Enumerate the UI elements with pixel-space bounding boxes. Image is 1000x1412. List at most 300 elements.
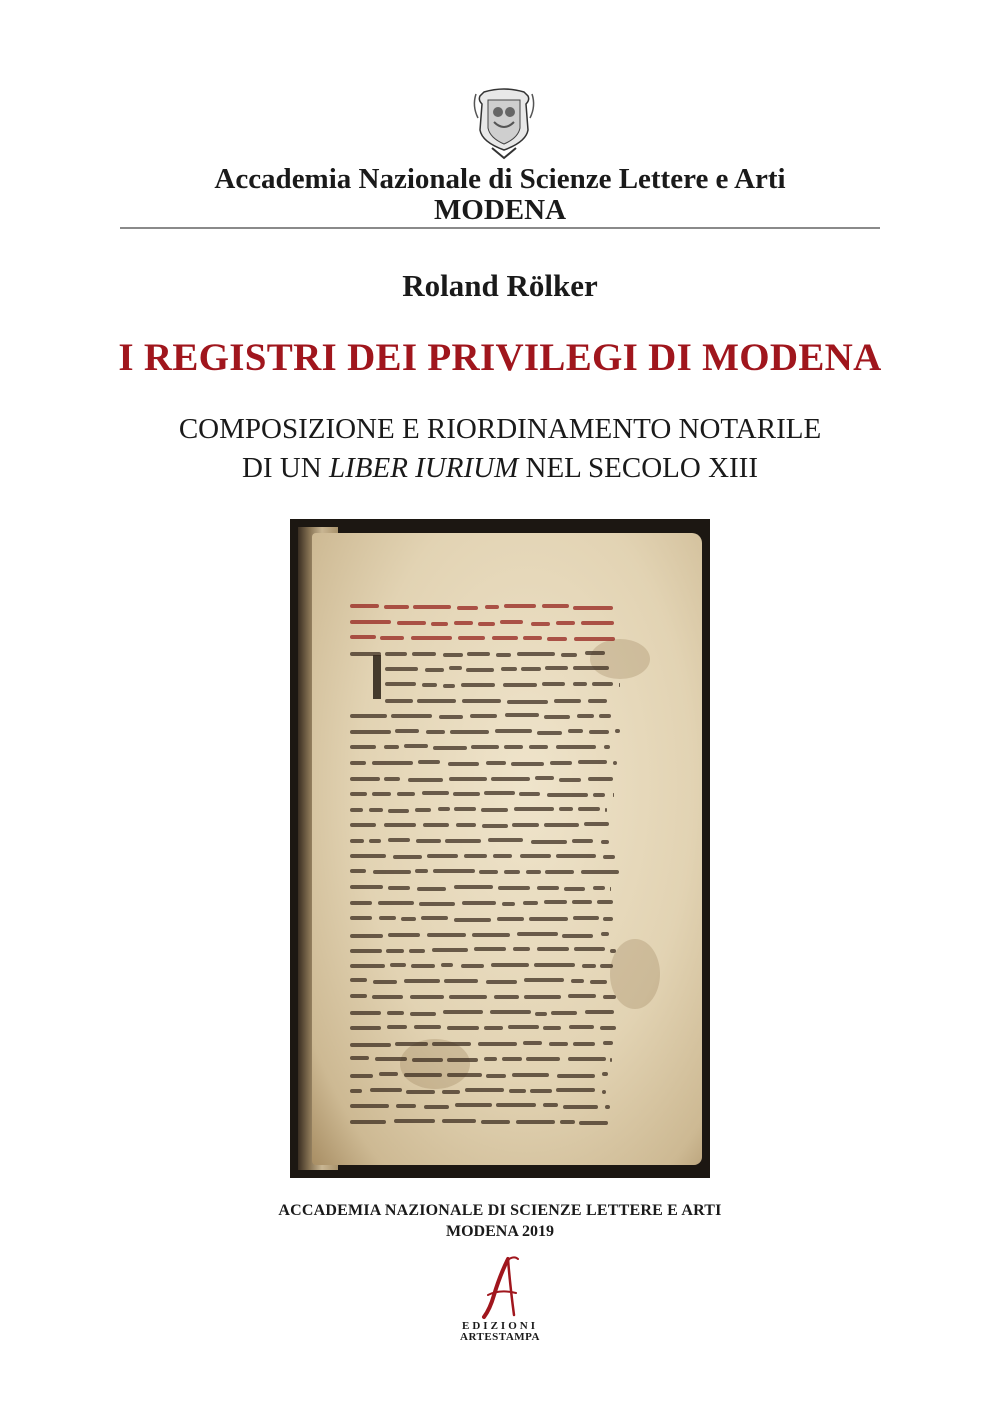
manuscript-word: [350, 839, 364, 843]
manuscript-word: [526, 1057, 560, 1061]
manuscript-word: [535, 1012, 547, 1016]
manuscript-word: [530, 1089, 552, 1093]
manuscript-word: [524, 978, 564, 982]
manuscript-word: [574, 637, 615, 641]
manuscript-word: [414, 1025, 441, 1029]
manuscript-word: [350, 1074, 373, 1078]
manuscript-word: [369, 839, 381, 843]
manuscript-word: [523, 636, 542, 640]
manuscript-word: [537, 886, 559, 890]
manuscript-word: [498, 886, 530, 890]
manuscript-word: [443, 1010, 483, 1014]
manuscript-word: [417, 699, 456, 703]
manuscript-word: [500, 620, 523, 624]
manuscript-word: [350, 730, 391, 734]
manuscript-word: [491, 963, 529, 967]
manuscript-word: [466, 668, 494, 672]
manuscript-word: [442, 1090, 460, 1094]
manuscript-word: [350, 635, 376, 639]
manuscript-word: [550, 761, 572, 765]
manuscript-word: [572, 839, 593, 843]
manuscript-word: [585, 651, 605, 655]
manuscript-word: [350, 620, 391, 624]
manuscript-word: [426, 730, 445, 734]
manuscript-word: [447, 1026, 479, 1030]
publisher-name: ARTESTAMPA: [460, 1331, 540, 1343]
manuscript-word: [513, 947, 530, 951]
manuscript-word: [409, 949, 425, 953]
manuscript-word: [584, 822, 609, 826]
manuscript-word: [472, 933, 510, 937]
manuscript-word: [422, 683, 437, 687]
manuscript-word: [494, 995, 519, 999]
manuscript-initial: [373, 655, 381, 699]
manuscript-image: [290, 519, 710, 1178]
manuscript-word: [458, 636, 485, 640]
manuscript-word: [410, 995, 444, 999]
manuscript-stain: [610, 939, 660, 1009]
manuscript-word: [388, 809, 409, 813]
publisher-label: EDIZIONI: [462, 1320, 538, 1332]
manuscript-word: [370, 1088, 402, 1092]
manuscript-word: [496, 1103, 536, 1107]
manuscript-word: [422, 791, 449, 795]
manuscript-word: [350, 1011, 381, 1015]
manuscript-word: [447, 1058, 478, 1062]
manuscript-word: [610, 949, 616, 953]
manuscript-word: [537, 947, 569, 951]
manuscript-word: [369, 808, 383, 812]
manuscript-word: [504, 604, 536, 608]
book-title: I REGISTRI DEI PRIVILEGI DI MODENA: [118, 336, 882, 379]
manuscript-word: [504, 870, 520, 874]
manuscript-word: [529, 917, 568, 921]
manuscript-word: [562, 934, 593, 938]
manuscript-word: [493, 854, 512, 858]
manuscript-word: [578, 807, 600, 811]
manuscript-word: [350, 604, 379, 608]
manuscript-word: [445, 839, 481, 843]
manuscript-word: [431, 622, 448, 626]
manuscript-word: [372, 995, 403, 999]
manuscript-word: [401, 917, 416, 921]
manuscript-word: [544, 715, 570, 719]
manuscript-word: [516, 1120, 555, 1124]
manuscript-word: [569, 1025, 594, 1029]
manuscript-word: [589, 730, 609, 734]
manuscript-word: [387, 1025, 407, 1029]
manuscript-word: [384, 777, 400, 781]
academy-seal-logo: [470, 86, 538, 160]
artestampa-logo-icon: [470, 1255, 530, 1325]
manuscript-word: [484, 1026, 503, 1030]
imprint-place-year: MODENA 2019: [446, 1223, 554, 1240]
manuscript-word: [508, 1025, 539, 1029]
manuscript-word: [523, 1041, 542, 1045]
header-divider: [120, 227, 880, 229]
manuscript-word: [504, 745, 523, 749]
manuscript-word: [385, 699, 413, 703]
manuscript-word: [372, 761, 413, 765]
manuscript-word: [432, 948, 468, 952]
manuscript-word: [350, 777, 380, 781]
manuscript-word: [350, 916, 372, 920]
manuscript-word: [545, 870, 574, 874]
imprint-publisher: ACCADEMIA NAZIONALE DI SCIENZE LETTERE E ARTI: [278, 1202, 722, 1219]
manuscript-word: [449, 666, 462, 670]
manuscript-word: [524, 995, 561, 999]
manuscript-word: [531, 622, 550, 626]
manuscript-word: [557, 1074, 595, 1078]
manuscript-word: [593, 886, 605, 890]
manuscript-word: [554, 699, 581, 703]
manuscript-word: [441, 963, 453, 967]
manuscript-word: [603, 995, 616, 999]
manuscript-word: [418, 760, 440, 764]
subtitle-line-2: [0, 452, 1000, 484]
manuscript-word: [416, 839, 441, 843]
manuscript-word: [560, 1120, 575, 1124]
manuscript-word: [385, 682, 416, 686]
manuscript-word: [564, 887, 585, 891]
manuscript-word: [512, 823, 539, 827]
manuscript-word: [478, 1042, 517, 1046]
manuscript-word: [556, 745, 596, 749]
manuscript-word: [512, 1073, 549, 1077]
manuscript-word: [379, 916, 396, 920]
manuscript-word: [379, 1072, 398, 1076]
manuscript-word: [450, 730, 489, 734]
manuscript-word: [425, 668, 444, 672]
manuscript-word: [592, 682, 613, 686]
manuscript-word: [372, 792, 391, 796]
manuscript-word: [454, 807, 476, 811]
manuscript-word: [461, 683, 495, 687]
manuscript-word: [386, 949, 404, 953]
manuscript-word: [462, 901, 496, 905]
manuscript-word: [485, 605, 499, 609]
subtitle-line-2-italic: LIBER IURIUM: [328, 452, 519, 484]
manuscript-word: [412, 652, 436, 656]
manuscript-word: [411, 636, 452, 640]
manuscript-word: [582, 964, 596, 968]
manuscript-word: [599, 714, 611, 718]
manuscript-word: [578, 760, 607, 764]
manuscript-word: [479, 870, 498, 874]
manuscript-word: [373, 870, 411, 874]
manuscript-word: [568, 1057, 606, 1061]
manuscript-word: [350, 869, 366, 873]
manuscript-word: [404, 979, 440, 983]
manuscript-word: [454, 885, 493, 889]
manuscript-word: [449, 995, 487, 999]
manuscript-word: [502, 1057, 522, 1061]
manuscript-word: [385, 652, 407, 656]
manuscript-word: [395, 1042, 428, 1046]
manuscript-word: [600, 1026, 616, 1030]
manuscript-word: [350, 652, 381, 656]
manuscript-word: [601, 932, 609, 936]
manuscript-word: [394, 1119, 435, 1123]
manuscript-word: [373, 980, 397, 984]
manuscript-word: [396, 1104, 416, 1108]
manuscript-word: [419, 902, 455, 906]
academy-city: MODENA: [433, 194, 567, 226]
manuscript-word: [501, 667, 517, 671]
manuscript-word: [350, 934, 383, 938]
manuscript-word: [613, 793, 614, 797]
manuscript-word: [571, 979, 584, 983]
manuscript-word: [461, 964, 484, 968]
manuscript-word: [573, 916, 599, 920]
manuscript-word: [432, 1042, 471, 1046]
manuscript-word: [492, 636, 518, 640]
manuscript-word: [443, 653, 463, 657]
manuscript-word: [350, 978, 367, 982]
manuscript-word: [603, 917, 613, 921]
manuscript-word: [350, 1104, 389, 1108]
manuscript-word: [433, 869, 475, 873]
manuscript-word: [350, 1089, 362, 1093]
manuscript-word: [406, 1090, 435, 1094]
manuscript-word: [613, 761, 617, 765]
manuscript-word: [602, 1072, 608, 1076]
manuscript-word: [568, 994, 596, 998]
manuscript-word: [415, 808, 431, 812]
manuscript-word: [519, 792, 540, 796]
manuscript-word: [610, 887, 611, 891]
manuscript-word: [563, 1105, 598, 1109]
manuscript-stain: [400, 1039, 470, 1089]
manuscript-word: [486, 980, 517, 984]
manuscript-word: [590, 980, 607, 984]
manuscript-word: [526, 870, 541, 874]
manuscript-word: [615, 729, 620, 733]
manuscript-word: [415, 869, 428, 873]
manuscript-word: [390, 963, 406, 967]
manuscript-word: [573, 666, 609, 670]
manuscript-word: [600, 964, 613, 968]
manuscript-word: [551, 1011, 577, 1015]
manuscript-word: [380, 636, 404, 640]
manuscript-word: [454, 918, 491, 922]
manuscript-word: [387, 1011, 404, 1015]
manuscript-word: [350, 1056, 369, 1060]
manuscript-word: [573, 682, 587, 686]
manuscript-word: [350, 792, 367, 796]
manuscript-word: [597, 900, 613, 904]
manuscript-word: [444, 979, 478, 983]
manuscript-word: [502, 902, 515, 906]
manuscript-word: [588, 699, 607, 703]
manuscript-word: [470, 714, 497, 718]
manuscript-word: [423, 823, 449, 827]
manuscript-word: [482, 824, 508, 828]
manuscript-word: [507, 700, 548, 704]
manuscript-word: [509, 1089, 526, 1093]
manuscript-word: [568, 729, 583, 733]
manuscript-word: [388, 838, 410, 842]
manuscript-word: [517, 932, 558, 936]
manuscript-word: [545, 666, 568, 670]
academy-name: Accademia Nazionale di Scienze Lettere e Arti: [214, 163, 786, 195]
manuscript-word: [581, 870, 619, 874]
manuscript-word: [404, 1073, 442, 1077]
subtitle-line-1: COMPOSIZIONE E RIORDINAMENTO NOTARILE: [178, 413, 822, 445]
manuscript-word: [464, 854, 487, 858]
manuscript-word: [449, 777, 487, 781]
manuscript-word: [561, 653, 577, 657]
manuscript-word: [535, 776, 554, 780]
manuscript-word: [556, 621, 575, 625]
manuscript-word: [549, 1042, 568, 1046]
manuscript-word: [544, 900, 567, 904]
manuscript-word: [514, 807, 554, 811]
manuscript-word: [385, 667, 418, 671]
manuscript-page: [312, 533, 702, 1165]
manuscript-word: [602, 1090, 606, 1094]
manuscript-word: [465, 1088, 504, 1092]
manuscript-word: [456, 823, 476, 827]
manuscript-word: [559, 778, 581, 782]
manuscript-word: [542, 604, 569, 608]
manuscript-word: [556, 1088, 595, 1092]
manuscript-word: [447, 1073, 482, 1077]
manuscript-word: [384, 823, 416, 827]
manuscript-word: [474, 947, 506, 951]
manuscript-word: [397, 621, 426, 625]
manuscript-word: [410, 1012, 436, 1016]
manuscript-word: [433, 746, 467, 750]
manuscript-word: [547, 637, 567, 641]
manuscript-stain: [590, 639, 650, 679]
manuscript-word: [544, 823, 579, 827]
manuscript-word: [484, 791, 515, 795]
manuscript-word: [559, 807, 573, 811]
manuscript-word: [503, 683, 537, 687]
manuscript-word: [523, 901, 538, 905]
manuscript-word: [520, 854, 551, 858]
manuscript-word: [413, 605, 451, 609]
manuscript-word: [490, 1010, 531, 1014]
manuscript-word: [411, 964, 435, 968]
manuscript-word: [573, 1042, 595, 1046]
manuscript-word: [495, 729, 532, 733]
manuscript-word: [529, 745, 548, 749]
manuscript-word: [496, 653, 511, 657]
manuscript-word: [511, 762, 544, 766]
manuscript-word: [427, 933, 466, 937]
manuscript-word: [486, 1074, 506, 1078]
manuscript-word: [521, 667, 541, 671]
manuscript-word: [350, 964, 385, 968]
manuscript-word: [375, 1057, 407, 1061]
manuscript-word: [439, 715, 463, 719]
manuscript-word: [350, 745, 376, 749]
manuscript-word: [572, 900, 592, 904]
manuscript-word: [454, 621, 473, 625]
manuscript-word: [481, 808, 508, 812]
manuscript-word: [542, 682, 565, 686]
manuscript-word: [537, 731, 562, 735]
manuscript-word: [417, 887, 446, 891]
manuscript-word: [350, 714, 387, 718]
manuscript-word: [471, 745, 499, 749]
manuscript-word: [603, 855, 615, 859]
manuscript-word: [577, 714, 594, 718]
manuscript-word: [397, 792, 415, 796]
manuscript-word: [393, 855, 422, 859]
manuscript-word: [574, 947, 605, 951]
manuscript-word: [543, 1103, 558, 1107]
manuscript-word: [412, 1058, 443, 1062]
manuscript-word: [603, 1041, 613, 1045]
manuscript-word: [391, 714, 432, 718]
manuscript-word: [517, 652, 555, 656]
subtitle-line-2-pre: DI UN: [241, 452, 329, 484]
manuscript-word: [443, 684, 455, 688]
manuscript-word: [547, 793, 588, 797]
manuscript-word: [457, 606, 478, 610]
manuscript-word: [601, 840, 609, 844]
manuscript-word: [448, 762, 479, 766]
manuscript-word: [350, 949, 382, 953]
manuscript-word: [350, 1120, 386, 1124]
manuscript-word: [531, 840, 567, 844]
manuscript-word: [350, 761, 366, 765]
manuscript-word: [350, 808, 363, 812]
manuscript-word: [543, 1026, 561, 1030]
manuscript-word: [573, 606, 613, 610]
manuscript-word: [350, 885, 383, 889]
manuscript-word: [605, 808, 607, 812]
manuscript-word: [462, 699, 501, 703]
manuscript-word: [350, 901, 372, 905]
manuscript-word: [581, 621, 614, 625]
manuscript-word: [486, 761, 506, 765]
manuscript-word: [491, 777, 530, 781]
manuscript-word: [438, 807, 450, 811]
manuscript-word: [350, 994, 367, 998]
manuscript-word: [588, 777, 613, 781]
manuscript-word: [585, 1010, 614, 1014]
manuscript-word: [350, 1043, 391, 1047]
manuscript-word: [497, 917, 524, 921]
manuscript-word: [427, 854, 458, 858]
subtitle-line-2-post: NEL SECOLO XIII: [518, 452, 758, 484]
manuscript-word: [467, 652, 490, 656]
manuscript-word: [421, 916, 448, 920]
manuscript-word: [378, 901, 414, 905]
manuscript-word: [455, 1103, 492, 1107]
manuscript-word: [556, 854, 596, 858]
manuscript-word: [388, 886, 410, 890]
manuscript-word: [350, 1026, 381, 1030]
manuscript-word: [534, 963, 575, 967]
manuscript-word: [453, 792, 480, 796]
manuscript-word: [619, 683, 620, 687]
manuscript-word: [579, 1121, 608, 1125]
manuscript-word: [505, 713, 539, 717]
manuscript-word: [388, 933, 420, 937]
manuscript-word: [350, 854, 386, 858]
manuscript-word: [478, 622, 495, 626]
manuscript-word: [442, 1119, 476, 1123]
manuscript-word: [488, 838, 523, 842]
manuscript-word: [350, 823, 376, 827]
manuscript-word: [593, 793, 605, 797]
manuscript-word: [395, 729, 419, 733]
